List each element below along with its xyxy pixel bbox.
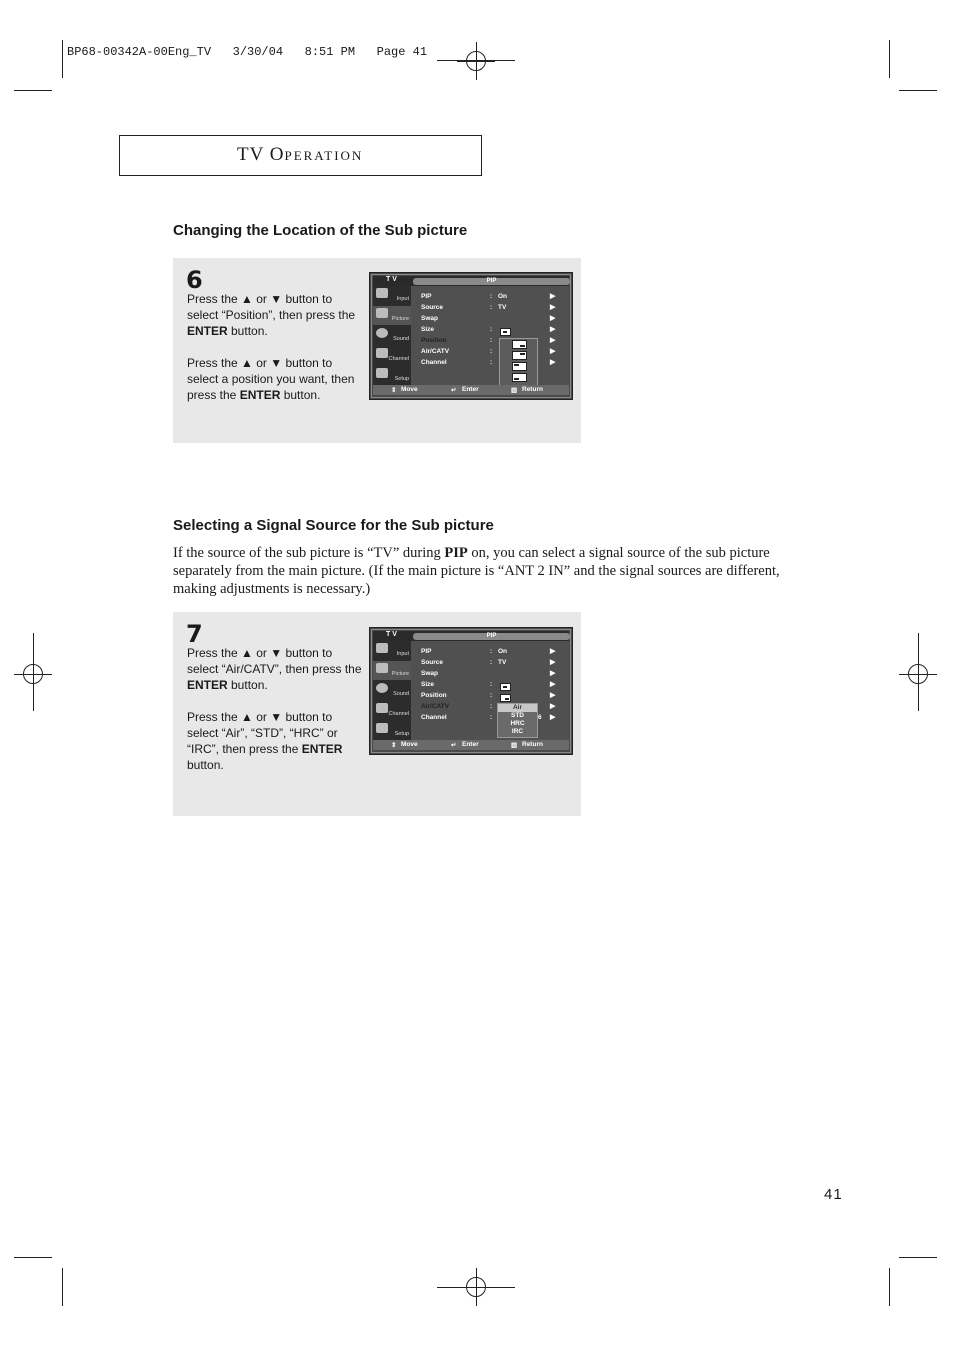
osd-row-swap: Swap ▶ [421, 670, 556, 677]
osd-side-channel: Channel [373, 701, 411, 720]
dropdown-option-irc: IRC [511, 728, 524, 735]
osd-sidebar [373, 641, 411, 740]
osd-sidebar [373, 286, 411, 385]
osd-top-bar [373, 631, 569, 641]
crop-mark [899, 90, 937, 91]
position-option-icon [512, 351, 527, 360]
size-box-icon [500, 683, 511, 691]
osd-row-size: Size : ▶ [421, 681, 556, 688]
osd-row-channel: Channel : ▶ [421, 359, 556, 366]
step-7-instructions: Press the ▲ or ▼ button to select “Air/CATV”, then press the ENTER button. Press the ▲ or ▼ button to select “Air”, “STD”, “HRC” or “IRC”, then press the ENTER button. [187, 646, 362, 772]
osd-side-sound: Sound [373, 326, 411, 345]
chapter-title: TV OPERATION [237, 144, 364, 165]
move-icon: ⇕ [391, 742, 397, 749]
section-intro: If the source of the sub picture is “TV” during PIP on, you can select a signal source of the sub picture separately from the main picture. (If the main picture is “ANT 2 IN” and the signal sources are different, making adjustments is necessary.) [173, 545, 780, 597]
osd-side-channel: Channel [373, 346, 411, 365]
osd-side-setup: Setup [373, 721, 411, 740]
osd-row-source: Source : TV ▶ [421, 304, 556, 311]
sound-icon [376, 683, 388, 693]
osd-row-pip: PIP : On ▶ [421, 648, 556, 655]
size-box-icon [500, 328, 511, 336]
crop-mark [889, 1268, 890, 1306]
channel-icon [376, 348, 388, 358]
crop-mark [62, 1268, 63, 1306]
position-option-icon [512, 362, 527, 371]
osd-menu-body [411, 641, 569, 740]
osd-side-setup: Setup [373, 366, 411, 385]
registration-mark [14, 655, 52, 693]
chapter-header [119, 135, 482, 176]
osd-row-source: Source : TV ▶ [421, 659, 556, 666]
channel-icon [376, 703, 388, 713]
crop-mark [889, 40, 890, 78]
osd-side-picture: Picture [373, 306, 411, 325]
osd-menu-title: PIP [413, 278, 570, 285]
move-icon: ⇕ [391, 387, 397, 394]
osd-row-position: Position : ▶ [421, 337, 556, 344]
crop-mark [899, 1257, 937, 1258]
osd-row-air-catv: Air/CATV : ▶ [421, 348, 556, 355]
osd-side-sound: Sound [373, 681, 411, 700]
section-title: Selecting a Signal Source for the Sub picture [173, 517, 494, 534]
osd-side-input: Input [373, 641, 411, 660]
section-title: Changing the Location of the Sub picture [173, 222, 468, 239]
air-catv-dropdown [497, 703, 538, 738]
return-icon: ▥ [511, 387, 518, 394]
osd-row-size: Size : ▶ [421, 326, 556, 333]
osd-menu-body [411, 286, 569, 385]
registration-mark [899, 655, 937, 693]
sound-icon [376, 328, 388, 338]
crop-mark [14, 90, 52, 91]
position-option-icon [512, 373, 527, 382]
osd-row-position: Position : ▶ [421, 692, 556, 699]
return-icon: ▥ [511, 742, 518, 749]
page-number: 41 [824, 1186, 843, 1203]
step-number: 7 [186, 620, 203, 648]
osd-row-channel: Channel : 6 ▶ [421, 714, 556, 721]
enter-icon: ↵ [451, 387, 457, 394]
input-icon [376, 643, 388, 653]
dropdown-option-air: Air [498, 704, 537, 712]
dropdown-option-std: STD [511, 712, 524, 719]
osd-top-bar [373, 276, 569, 286]
position-option-icon [512, 340, 527, 349]
osd-bottom-bar: ⇕ Move ↵ Enter ▥ Return [373, 385, 569, 395]
enter-icon: ↵ [451, 742, 457, 749]
osd-side-picture: Picture [373, 661, 411, 680]
step-number: 6 [186, 266, 203, 294]
osd-row-air-catv: Air/CATV : ▶ [421, 703, 556, 710]
dropdown-option-hrc: HRC [510, 720, 525, 727]
osd-tv-label: T V [386, 631, 397, 638]
crop-mark [14, 1257, 52, 1258]
osd-row-pip: PIP : On ▶ [421, 293, 556, 300]
print-slug: BP68-00342A-00Eng_TV 3/30/04 8:51 PM Page 41 [67, 45, 428, 59]
position-box-icon [500, 694, 511, 702]
osd-screen-pip-position [369, 272, 573, 400]
osd-row-swap: Swap ▶ [421, 315, 556, 322]
input-icon [376, 288, 388, 298]
registration-mark [457, 1268, 495, 1306]
picture-icon [376, 663, 388, 673]
setup-icon [376, 723, 388, 733]
crop-mark [62, 40, 63, 78]
osd-screen-pip-air-catv [369, 627, 573, 755]
step-6-instructions: Press the ▲ or ▼ button to select “Position”, then press the ENTER button. Press the ▲ or ▼ button to select a position you want, then press the ENTER button. [187, 292, 356, 402]
picture-icon [376, 308, 388, 318]
registration-mark [457, 42, 495, 80]
osd-side-input: Input [373, 286, 411, 305]
setup-icon [376, 368, 388, 378]
osd-bottom-bar: ⇕ Move ↵ Enter ▥ Return [373, 740, 569, 750]
osd-menu-title: PIP [413, 633, 570, 640]
osd-tv-label: T V [386, 276, 397, 283]
